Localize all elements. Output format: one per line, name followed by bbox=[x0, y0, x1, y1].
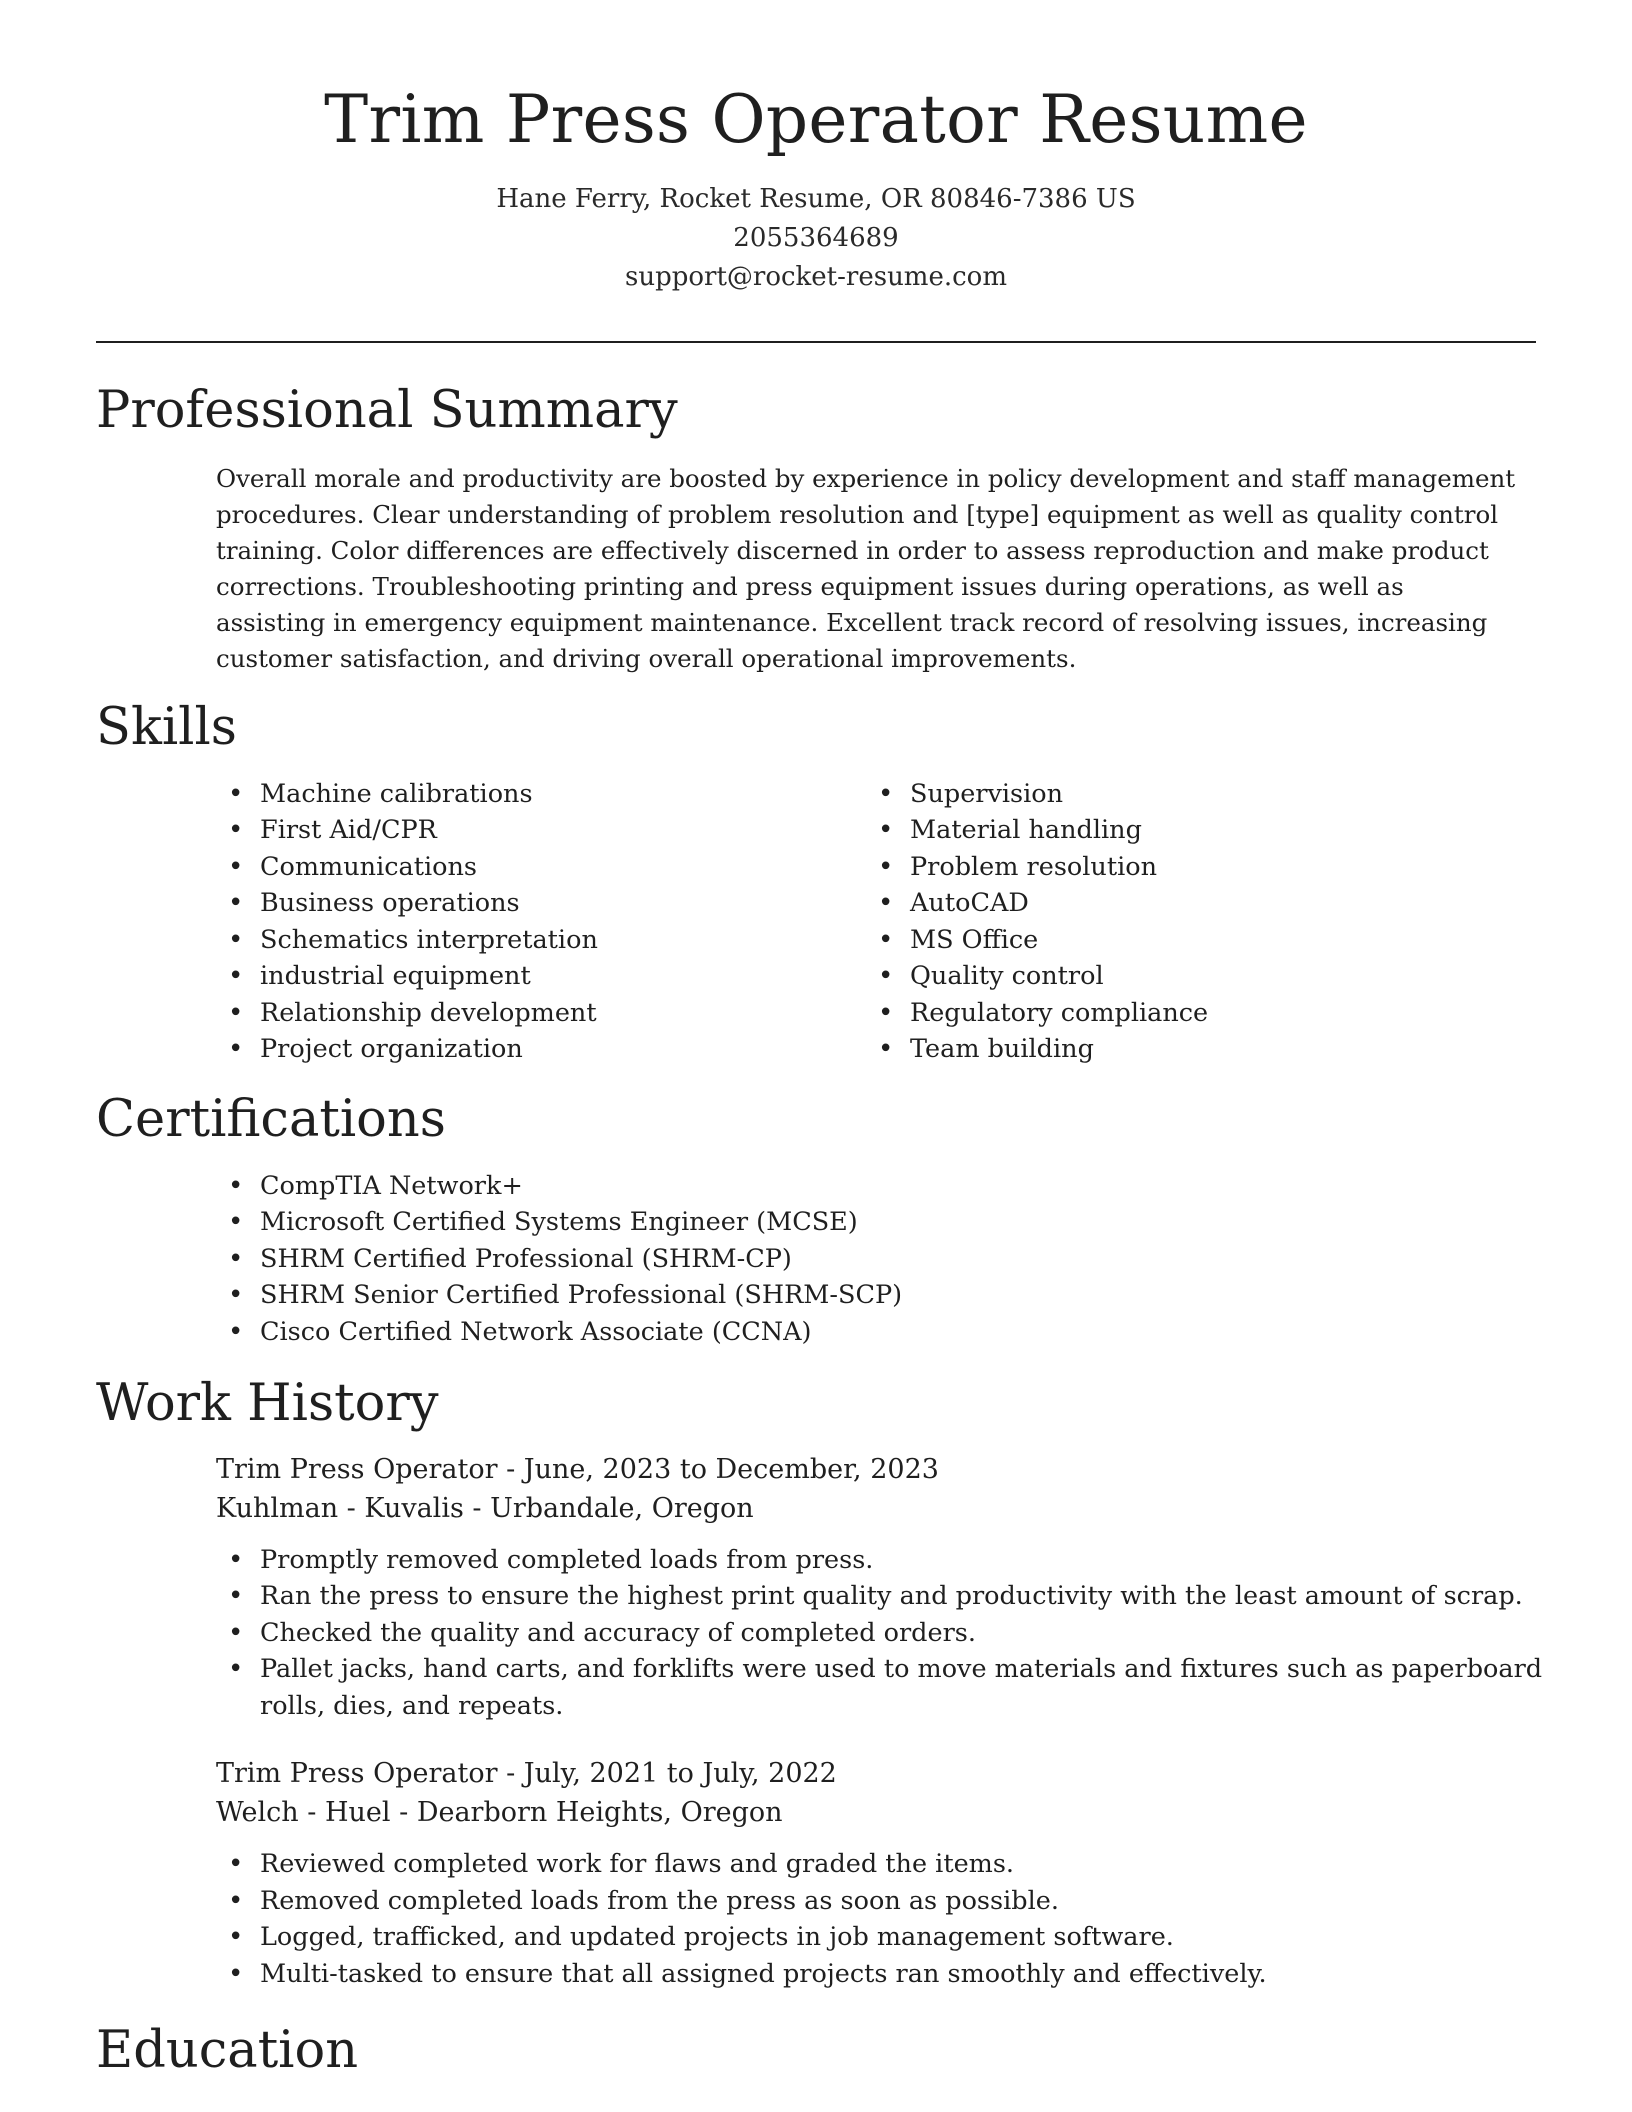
summary-text: Overall morale and productivity are boosted by experience in policy development and staff management procedures. Clear understanding of problem resolution and [type] equipment as well as quality control training. Color differences are effectively discerned in order to assess reproduction and make product corrections. Troubleshooting printing and press equipment issues during operations, as well as assisting in emergency equipment maintenance. Excellent track record of resolving issues, increasing customer satisfaction, and driving overall operational improvements. bbox=[216, 463, 1516, 673]
job-bullet: • Checked the quality and accuracy of completed orders. bbox=[216, 1615, 1556, 1652]
education-section bbox=[96, 2022, 1536, 2081]
job-bullet: • Promptly removed completed loads from press. bbox=[216, 1542, 1556, 1579]
skill-item: • Schematics interpretation bbox=[216, 922, 866, 959]
professional-summary-section bbox=[96, 382, 1536, 677]
job-entry bbox=[216, 1450, 1543, 1725]
skill-item: • Material handling bbox=[866, 812, 1516, 849]
section-heading-skills: Skills bbox=[96, 698, 237, 757]
header-divider bbox=[96, 341, 1536, 343]
job-dates: June, 2023 to December, 2023 bbox=[523, 1453, 939, 1485]
skills-list-right bbox=[866, 776, 1516, 1068]
skill-item: • AutoCAD bbox=[866, 885, 1516, 922]
resume-header bbox=[0, 0, 1632, 297]
skill-item: • Relationship development bbox=[216, 995, 866, 1032]
job-bullets bbox=[216, 1846, 1556, 1992]
job-bullet: • Reviewed completed work for flaws and graded the items. bbox=[216, 1846, 1556, 1883]
skill-item: • Project organization bbox=[216, 1031, 866, 1068]
skill-item: • Supervision bbox=[866, 776, 1516, 813]
certifications-section bbox=[96, 1091, 1536, 1350]
job-location: Urbandale, Oregon bbox=[490, 1492, 754, 1524]
skill-item: • MS Office bbox=[866, 922, 1516, 959]
skill-item: • Business operations bbox=[216, 885, 866, 922]
certification-item: • SHRM Senior Certified Professional (SHRM-SCP) bbox=[216, 1277, 1536, 1314]
certification-item: • Cisco Certified Network Associate (CCNA) bbox=[216, 1314, 1536, 1351]
job-location: Dearborn Heights, Oregon bbox=[416, 1797, 783, 1829]
job-company-line: Welch - Huel - Dearborn Heights, Oregon bbox=[216, 1797, 783, 1829]
section-heading-work-history: Work History bbox=[96, 1374, 439, 1433]
job-title-line: Trim Press Operator - June, 2023 to December, 2023 bbox=[216, 1453, 939, 1485]
job-entry bbox=[216, 1754, 1536, 1992]
skill-item: • First Aid/CPR bbox=[216, 812, 866, 849]
job-company: Welch - Huel bbox=[216, 1797, 391, 1829]
skill-item: • Quality control bbox=[866, 958, 1516, 995]
job-bullet: • Removed completed loads from the press as soon as possible. bbox=[216, 1883, 1556, 1920]
skills-columns bbox=[216, 776, 1536, 1068]
job-bullets bbox=[216, 1542, 1556, 1725]
skill-item: • Communications bbox=[216, 849, 866, 886]
certification-item: • CompTIA Network+ bbox=[216, 1168, 1536, 1205]
job-bullet: • Ran the press to ensure the highest print quality and productivity with the least amount of scrap. bbox=[216, 1578, 1556, 1615]
skill-item: • Team building bbox=[866, 1031, 1516, 1068]
job-bullet: • Multi-tasked to ensure that all assigned projects ran smoothly and effectively. bbox=[216, 1956, 1556, 1993]
skill-item: • Regulatory compliance bbox=[866, 995, 1516, 1032]
contact-block bbox=[0, 180, 1632, 297]
job-dates: July, 2021 to July, 2022 bbox=[523, 1758, 837, 1790]
skills-section bbox=[96, 699, 1536, 1068]
section-heading-education: Education bbox=[96, 2021, 359, 2080]
skill-item: • industrial equipment bbox=[216, 958, 866, 995]
job-company-line: Kuhlman - Kuvalis - Urbandale, Oregon bbox=[216, 1492, 754, 1524]
job-bullet: • Pallet jacks, hand carts, and forklifts were used to move materials and fixtures such as paperboard rolls, dies, and repeats. bbox=[216, 1651, 1556, 1724]
contact-email: support@rocket-resume.com bbox=[624, 261, 1007, 292]
skills-list-left bbox=[216, 776, 866, 1068]
skill-item: • Machine calibrations bbox=[216, 776, 866, 813]
skill-item: • Problem resolution bbox=[866, 849, 1516, 886]
contact-phone: 2055364689 bbox=[733, 222, 899, 253]
job-company: Kuhlman - Kuvalis bbox=[216, 1492, 464, 1524]
job-title: Trim Press Operator bbox=[216, 1758, 498, 1790]
section-heading-summary: Professional Summary bbox=[96, 381, 678, 440]
job-title-line: Trim Press Operator - July, 2021 to July, 2022 bbox=[216, 1758, 837, 1790]
job-title: Trim Press Operator bbox=[216, 1453, 498, 1485]
work-history-section bbox=[96, 1374, 1543, 1992]
job-bullet: • Logged, trafficked, and updated projects in job management software. bbox=[216, 1919, 1556, 1956]
section-heading-certifications: Certifications bbox=[96, 1090, 446, 1149]
certification-item: • SHRM Certified Professional (SHRM-CP) bbox=[216, 1241, 1536, 1278]
certification-item: • Microsoft Certified Systems Engineer (MCSE) bbox=[216, 1204, 1536, 1241]
certifications-list bbox=[216, 1168, 1536, 1351]
resume-title: Trim Press Operator Resume bbox=[324, 81, 1308, 158]
contact-address: Hane Ferry, Rocket Resume, OR 80846-7386 US bbox=[496, 183, 1136, 214]
